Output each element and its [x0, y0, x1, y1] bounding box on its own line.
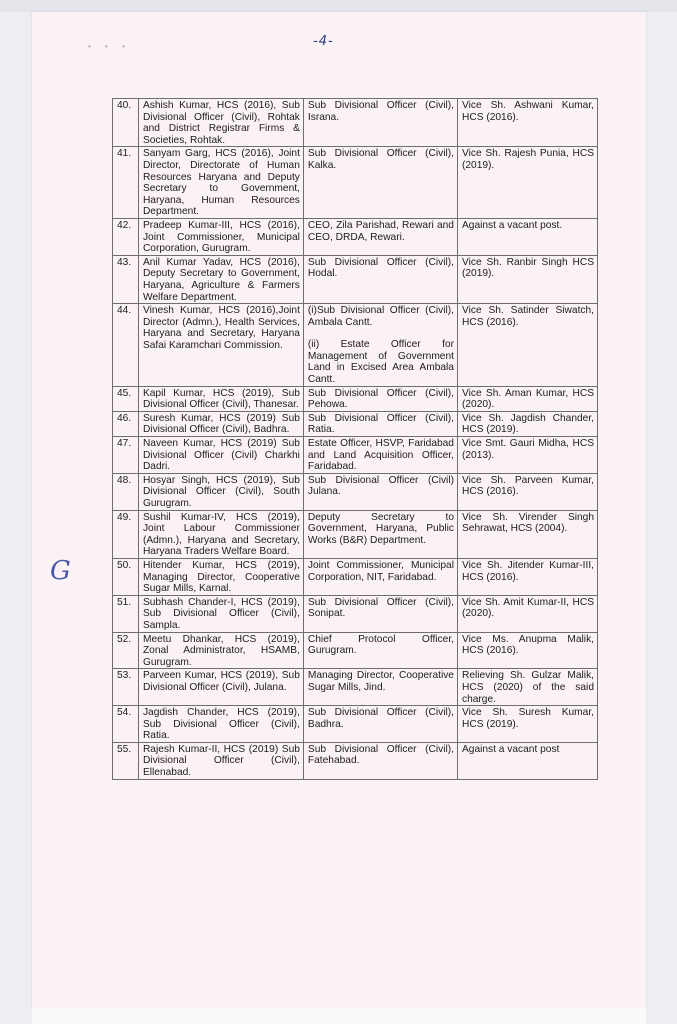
- new-posting-primary: CEO, Zila Parishad, Rewari and CEO, DRDA, Rewari.: [307, 219, 454, 243]
- scan-speckles: • • •: [88, 42, 131, 51]
- officer-current-posting: Naveen Kumar, HCS (2019) Sub Divisional Officer (Civil) Charkhi Dadri.: [138, 437, 303, 474]
- new-posting-primary: Sub Divisional Officer (Civil), Fatehabad.: [307, 743, 454, 767]
- new-posting-primary: Deputy Secretary to Government, Haryana, Public Works (B&R) Department.: [307, 511, 454, 546]
- officer-current-posting: Parveen Kumar, HCS (2019), Sub Divisional Officer (Civil), Julana.: [138, 669, 303, 706]
- remarks: Vice Sh. Jitender Kumar-III, HCS (2016).: [457, 558, 597, 595]
- serial-number: 46.: [113, 411, 139, 436]
- officer-current-posting: Hitender Kumar, HCS (2019), Managing Director, Cooperative Sugar Mills, Karnal.: [138, 558, 303, 595]
- new-posting: [303, 99, 457, 147]
- table-row: [113, 304, 598, 387]
- new-posting-primary: Chief Protocol Officer, Gurugram.: [307, 633, 454, 657]
- remarks: Vice Sh. Aman Kumar, HCS (2020).: [457, 386, 597, 411]
- new-posting-primary: Sub Divisional Officer (Civil), Ratia.: [307, 412, 454, 436]
- officer-current-posting: Anil Kumar Yadav, HCS (2016), Deputy Secretary to Government, Haryana, Agriculture & Farmers Welfare Department.: [138, 255, 303, 303]
- new-posting: [303, 147, 457, 219]
- table-row: [113, 595, 598, 632]
- viewer-bottom-strip: [32, 1008, 646, 1024]
- table-row: [113, 558, 598, 595]
- remarks: Vice Sh. Ranbir Singh HCS (2019).: [457, 255, 597, 303]
- remarks: Vice Sh. Virender Singh Sehrawat, HCS (2004).: [457, 510, 597, 558]
- officer-current-posting: Rajesh Kumar-II, HCS (2019) Sub Divisional Officer (Civil), Ellenabad.: [138, 742, 303, 779]
- new-posting-primary: Joint Commissioner, Municipal Corporation, NIT, Faridabad.: [307, 559, 454, 583]
- officer-current-posting: Subhash Chander-I, HCS (2019), Sub Divisional Officer (Civil), Sampla.: [138, 595, 303, 632]
- serial-number: 49.: [113, 510, 139, 558]
- officer-current-posting: Kapil Kumar, HCS (2019), Sub Divisional Officer (Civil), Thanesar.: [138, 386, 303, 411]
- table-row: [113, 510, 598, 558]
- serial-number: 41.: [113, 147, 139, 219]
- new-posting: [303, 304, 457, 387]
- serial-number: 42.: [113, 218, 139, 255]
- serial-number: 55.: [113, 742, 139, 779]
- officer-current-posting: Ashish Kumar, HCS (2016), Sub Divisional Officer (Civil), Rohtak and District Registrar Firms & Societies, Rohtak.: [138, 99, 303, 147]
- new-posting: [303, 386, 457, 411]
- table-row: [113, 742, 598, 779]
- serial-number: 50.: [113, 558, 139, 595]
- new-posting: [303, 742, 457, 779]
- new-posting: [303, 669, 457, 706]
- new-posting-primary: (i)Sub Divisional Officer (Civil), Ambala Cantt.: [307, 305, 454, 328]
- handwritten-margin-mark: G: [50, 556, 71, 586]
- new-posting-primary: Sub Divisional Officer (Civil), Kalka.: [307, 148, 454, 171]
- new-posting: [303, 218, 457, 255]
- table-row: [113, 437, 598, 474]
- new-posting-primary: Estate Officer, HSVP, Faridabad and Land Acquisition Officer, Faridabad.: [307, 438, 454, 473]
- new-posting: [303, 255, 457, 303]
- table-row: [113, 386, 598, 411]
- new-posting: [303, 558, 457, 595]
- serial-number: 44.: [113, 304, 139, 387]
- serial-number: 51.: [113, 595, 139, 632]
- remarks: Vice Sh. Satinder Siwatch, HCS (2016).: [457, 304, 597, 387]
- serial-number: 47.: [113, 437, 139, 474]
- new-posting-primary: Sub Divisional Officer (Civil) Julana.: [307, 474, 454, 498]
- remarks: Vice Sh. Parveen Kumar, HCS (2016).: [457, 473, 597, 510]
- new-posting: [303, 706, 457, 743]
- remarks: Vice Ms. Anupma Malik, HCS (2016).: [457, 632, 597, 669]
- new-posting-primary: Sub Divisional Officer (Civil), Sonipat.: [307, 596, 454, 620]
- new-posting-primary: Sub Divisional Officer (Civil), Pehowa.: [307, 387, 454, 411]
- table-row: [113, 147, 598, 219]
- serial-number: 53.: [113, 669, 139, 706]
- officer-current-posting: Meetu Dhankar, HCS (2019), Zonal Administrator, HSAMB, Gurugram.: [138, 632, 303, 669]
- posting-gap: [308, 328, 454, 339]
- officer-current-posting: Vinesh Kumar, HCS (2016),Joint Director (Admn.), Health Services, Haryana and Secretary, Haryana Safai Karamchari Commission.: [138, 304, 303, 387]
- new-posting: [303, 411, 457, 436]
- new-posting: [303, 437, 457, 474]
- table-row: [113, 632, 598, 669]
- new-posting: [303, 473, 457, 510]
- table-row: [113, 706, 598, 743]
- remarks: Vice Sh. Amit Kumar-II, HCS (2020).: [457, 595, 597, 632]
- table-row: [113, 255, 598, 303]
- table-row: [113, 99, 598, 147]
- remarks: Against a vacant post: [457, 742, 597, 779]
- officer-current-posting: Jagdish Chander, HCS (2019), Sub Divisional Officer (Civil), Ratia.: [138, 706, 303, 743]
- officer-current-posting: Hosyar Singh, HCS (2019), Sub Divisional Officer (Civil), South Gurugram.: [138, 473, 303, 510]
- serial-number: 52.: [113, 632, 139, 669]
- new-posting-secondary: (ii) Estate Officer for Management of Government Land in Excised Area Ambala Cantt.: [307, 339, 454, 386]
- serial-number: 40.: [113, 99, 139, 147]
- new-posting: [303, 510, 457, 558]
- table-row: [113, 669, 598, 706]
- remarks: Vice Smt. Gauri Midha, HCS (2013).: [457, 437, 597, 474]
- serial-number: 45.: [113, 386, 139, 411]
- remarks: Vice Sh. Jagdish Chander, HCS (2019).: [457, 411, 597, 436]
- remarks: Relieving Sh. Gulzar Malik, HCS (2020) of the said charge.: [457, 669, 597, 706]
- new-posting-primary: Managing Director, Cooperative Sugar Mills, Jind.: [307, 670, 454, 693]
- new-posting-primary: Sub Divisional Officer (Civil), Badhra.: [307, 707, 454, 730]
- serial-number: 54.: [113, 706, 139, 743]
- remarks: Against a vacant post.: [457, 218, 597, 255]
- officer-current-posting: Sushil Kumar-IV, HCS (2019), Joint Labour Commissioner (Admn.), Haryana and Secretary, Haryana Traders Welfare Board.: [138, 510, 303, 558]
- officer-current-posting: Pradeep Kumar-III, HCS (2016), Joint Commissioner, Municipal Corporation, Gurugram.: [138, 218, 303, 255]
- table-row: [113, 411, 598, 436]
- transfer-orders-table: [112, 98, 598, 780]
- officer-current-posting: Suresh Kumar, HCS (2019) Sub Divisional Officer (Civil), Badhra.: [138, 411, 303, 436]
- remarks: Vice Sh. Ashwani Kumar, HCS (2016).: [457, 99, 597, 147]
- serial-number: 43.: [113, 255, 139, 303]
- new-posting-primary: Sub Divisional Officer (Civil), Israna.: [307, 100, 454, 123]
- viewer-top-bar: [0, 0, 677, 12]
- table-row: [113, 218, 598, 255]
- table-row: [113, 473, 598, 510]
- remarks: Vice Sh. Suresh Kumar, HCS (2019).: [457, 706, 597, 743]
- new-posting: [303, 632, 457, 669]
- serial-number: 48.: [113, 473, 139, 510]
- officer-current-posting: Sanyam Garg, HCS (2016), Joint Director, Directorate of Human Resources Haryana and Deputy Secretary to Government, Haryana, Human Resources Department.: [138, 147, 303, 219]
- new-posting-primary: Sub Divisional Officer (Civil), Hodal.: [307, 256, 454, 280]
- remarks: Vice Sh. Rajesh Punia, HCS (2019).: [457, 147, 597, 219]
- page-number: -4-: [313, 34, 334, 49]
- new-posting: [303, 595, 457, 632]
